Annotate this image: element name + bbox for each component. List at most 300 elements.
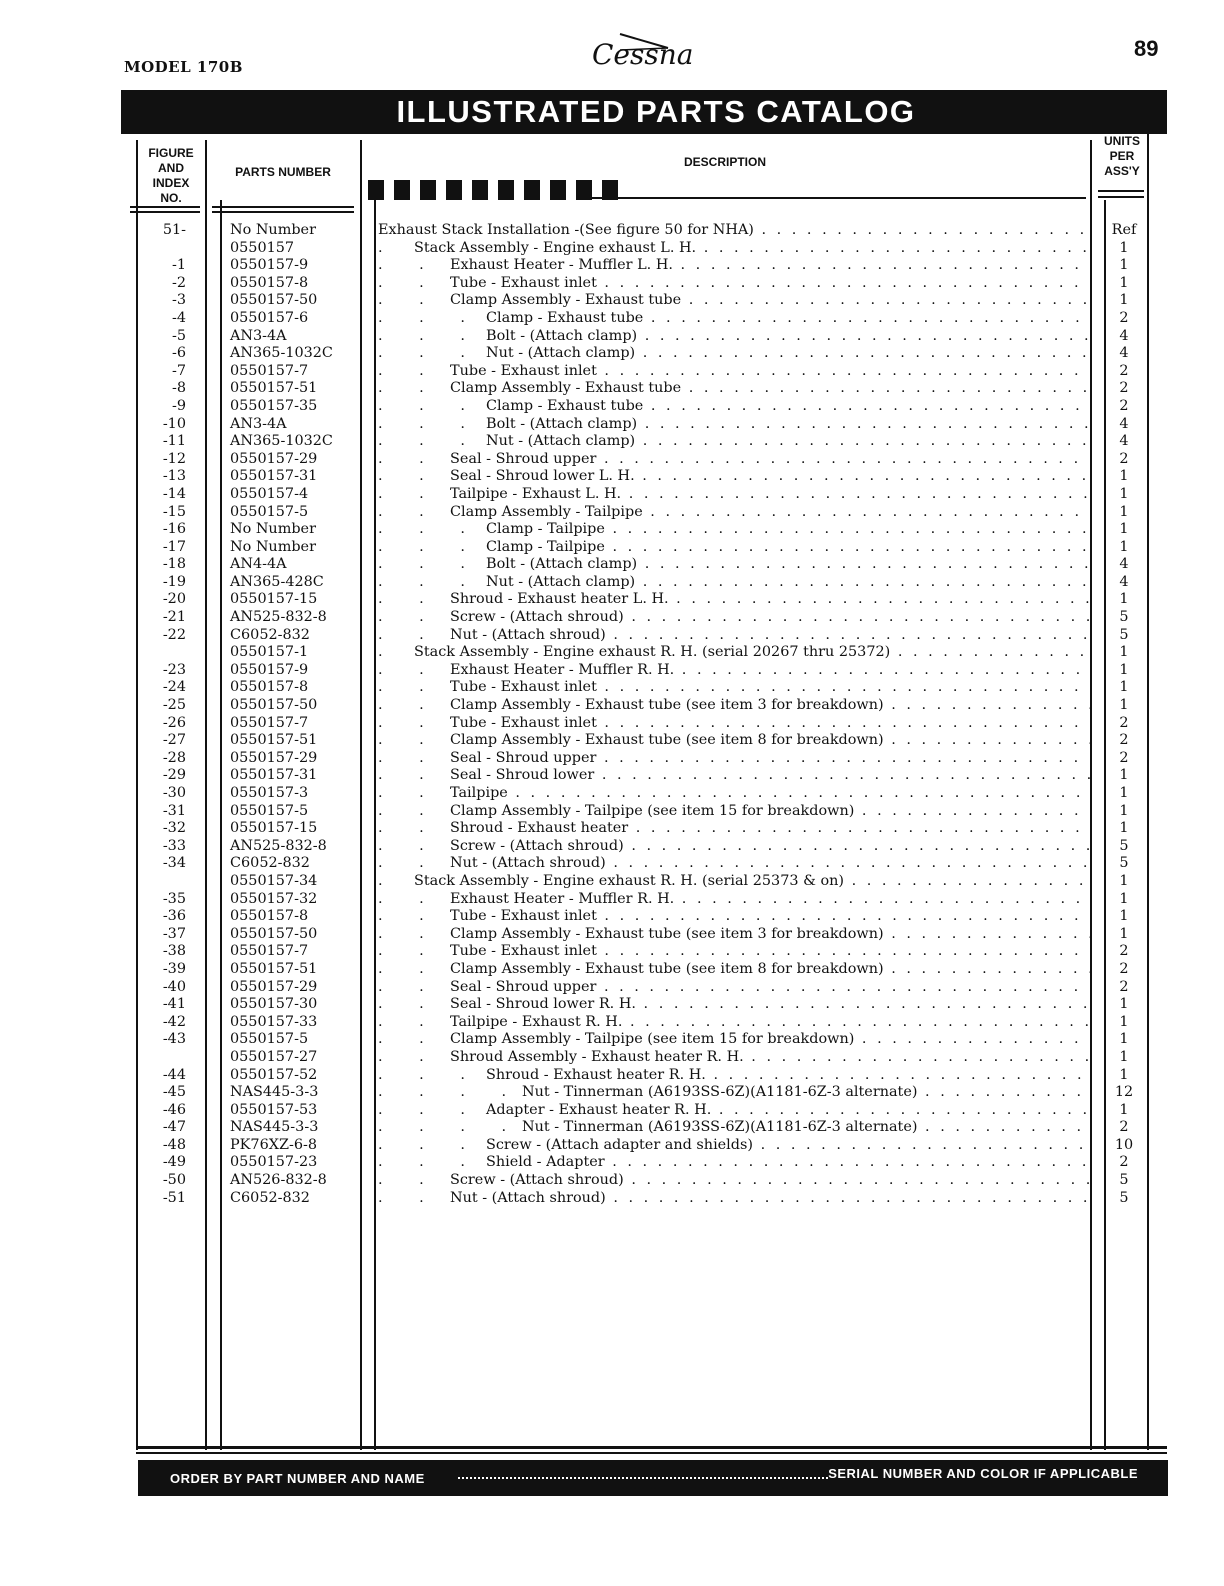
units-cell: 1 [1119, 239, 1129, 256]
table-row [0, 679, 1224, 697]
description-text: Shroud - Exhaust heater R. H. [486, 1066, 706, 1083]
part-number-cell: AN525-832-8 [230, 609, 327, 626]
part-number-cell: 0550157-29 [230, 450, 318, 467]
units-cell: 1 [1119, 257, 1129, 274]
index-cell: -30 [162, 785, 186, 801]
units-cell: 1 [1119, 1101, 1129, 1118]
table-row [0, 1031, 1224, 1049]
part-number-cell: 0550157-8 [230, 274, 309, 291]
table-row [0, 926, 1224, 944]
part-number-cell: AN365-428C [230, 573, 324, 590]
description-text: Clamp - Tailpipe [486, 538, 605, 555]
index-header-line3: INDEX [152, 176, 190, 190]
description-text: Shroud Assembly - Exhaust heater R. H. [450, 1048, 744, 1065]
description-cell [378, 627, 1090, 645]
description-cell [378, 521, 1090, 539]
units-cell: 2 [1119, 714, 1129, 731]
indent-dots: . . [378, 450, 424, 467]
header-rule-part [212, 206, 354, 208]
description-text: Nut - (Attach shroud) [450, 1189, 606, 1206]
index-header-line1: FIGURE [148, 146, 194, 160]
indent-dots: . [378, 239, 383, 256]
table-row [0, 345, 1224, 363]
description-cell [378, 679, 1090, 697]
part-number-cell: 0550157-51 [230, 960, 318, 977]
index-cell: -18 [162, 556, 186, 573]
description-cell [378, 1067, 1090, 1085]
index-cell: -39 [162, 960, 186, 977]
part-number-cell: PK76XZ-6-8 [230, 1136, 318, 1153]
part-number-cell: 0550157-8 [230, 679, 309, 696]
table-row [0, 644, 1224, 662]
units-header-line3: ASS'Y [1104, 164, 1140, 178]
index-cell: -3 [171, 292, 186, 309]
table-row [0, 750, 1224, 768]
part-number-cell: 0550157-7 [230, 714, 309, 731]
part-number-cell: 0550157-29 [230, 978, 318, 995]
indent-dots: . . [378, 697, 424, 714]
indent-dots: . . [378, 1048, 424, 1065]
part-number-cell: C6052-832 [230, 626, 310, 643]
indent-dots: . . [378, 661, 424, 678]
table-row [0, 591, 1224, 609]
description-text: Clamp Assembly - Exhaust tube (see item 8 for breakdown) [450, 960, 884, 977]
part-number-cell: 0550157-31 [230, 767, 318, 784]
header-rule-units [1098, 190, 1144, 192]
part-number-cell: 0550157-5 [230, 1031, 309, 1048]
description-text: Tube - Exhaust inlet [450, 274, 597, 291]
description-cell [378, 486, 1090, 504]
indent-dots: . . . [378, 433, 465, 450]
header-block [420, 180, 436, 200]
part-number-cell: NAS445-3-3 [230, 1119, 319, 1136]
part-number-cell: 0550157-53 [230, 1101, 318, 1118]
description-text: Clamp - Tailpipe [486, 521, 605, 538]
table-row [0, 486, 1224, 504]
part-number-cell: 0550157-50 [230, 697, 318, 714]
indent-dots: . . [378, 468, 424, 485]
description-text: Exhaust Heater - Muffler R. H. [450, 661, 675, 678]
index-cell: -43 [162, 1031, 186, 1048]
part-number-cell: 0550157-9 [230, 661, 309, 678]
indent-dots: . . [378, 960, 424, 977]
units-cell: 1 [1119, 785, 1129, 801]
units-cell: 2 [1119, 1119, 1129, 1136]
table-row [0, 961, 1224, 979]
indent-dots: . . . [378, 1101, 465, 1118]
part-number-cell: 0550157-51 [230, 732, 318, 749]
description-text: Screw - (Attach shroud) [450, 837, 624, 854]
part-number-cell: 0550157-3 [230, 785, 309, 801]
description-cell [378, 820, 1090, 838]
header-block [472, 180, 488, 200]
description-text: Clamp Assembly - Exhaust tube [450, 380, 682, 397]
part-number-cell: AN4-4A [230, 556, 287, 573]
description-text: Clamp - Exhaust tube [486, 309, 644, 326]
description-text: Nut - Tinnerman (A6193SS-6Z)(A1181-6Z-3 alternate) [522, 1119, 918, 1136]
description-text: Bolt - (Attach clamp) [486, 415, 638, 432]
description-cell [378, 1049, 1090, 1067]
description-text: Clamp - Exhaust tube [486, 397, 644, 414]
part-number-cell: 0550157-50 [230, 292, 318, 309]
description-cell [378, 363, 1090, 381]
part-number-cell: No Number [230, 538, 316, 555]
units-cell: 1 [1119, 468, 1129, 485]
index-column-header [136, 146, 206, 206]
indent-dots: . . . [378, 327, 465, 344]
description-cell [378, 275, 1090, 293]
description-text: Clamp Assembly - Exhaust tube [450, 292, 682, 309]
units-cell: 1 [1119, 1066, 1129, 1083]
units-cell: 4 [1119, 327, 1129, 344]
part-number-cell: AN365-1032C [230, 345, 333, 362]
indent-dots: . . . [378, 309, 465, 326]
description-cell [378, 310, 1090, 328]
indent-dots: . . . [378, 345, 465, 362]
indent-dots: . . [378, 820, 424, 837]
part-number-cell: 0550157-15 [230, 820, 318, 837]
header-rule-part-2 [212, 211, 354, 213]
description-text: Exhaust Heater - Muffler L. H. [450, 257, 673, 274]
part-number-cell: 0550157-30 [230, 996, 318, 1013]
units-cell: 5 [1119, 1189, 1129, 1206]
index-cell: -22 [162, 626, 186, 643]
description-cell [378, 1154, 1090, 1172]
indent-dots: . . [378, 1031, 424, 1048]
table-row [0, 292, 1224, 310]
description-cell [378, 1137, 1090, 1155]
description-text: Seal - Shroud lower L. H. [450, 468, 635, 485]
description-text: Exhaust Stack Installation -(See figure 50 for NHA) [378, 222, 754, 238]
indent-dots: . . [378, 292, 424, 309]
header-block [524, 180, 540, 200]
header-block [394, 180, 410, 200]
units-cell: 4 [1119, 573, 1129, 590]
index-cell: -26 [162, 714, 186, 731]
table-row [0, 979, 1224, 997]
description-cell [378, 398, 1090, 416]
table-row [0, 398, 1224, 416]
description-cell [378, 574, 1090, 592]
units-cell: 5 [1119, 837, 1129, 854]
description-cell [378, 345, 1090, 363]
description-text: Stack Assembly - Engine exhaust L. H. [414, 239, 697, 256]
units-cell: 1 [1119, 292, 1129, 309]
units-cell: 1 [1119, 1013, 1129, 1030]
cessna-logo [590, 30, 694, 72]
header-block [498, 180, 514, 200]
indent-dots: . . [378, 855, 424, 872]
units-cell: 1 [1119, 644, 1129, 661]
description-text: Bolt - (Attach clamp) [486, 556, 638, 573]
part-number-cell: 0550157-23 [230, 1154, 318, 1171]
table-row [0, 1137, 1224, 1155]
table-row [0, 468, 1224, 486]
units-cell: 1 [1119, 767, 1129, 784]
indent-dots: . . [378, 679, 424, 696]
description-cell [378, 240, 1090, 258]
indent-dots: . . [378, 978, 424, 995]
part-number-cell: 0550157 [230, 239, 295, 256]
indent-dots: . . [378, 380, 424, 397]
table-row [0, 732, 1224, 750]
description-text: Tube - Exhaust inlet [450, 908, 597, 925]
footer-dotted-leader [458, 1477, 828, 1479]
indent-dots: . . [378, 1189, 424, 1206]
description-text: Tube - Exhaust inlet [450, 679, 597, 696]
description-cell [378, 943, 1090, 961]
description-cell [378, 609, 1090, 627]
description-cell [378, 1014, 1090, 1032]
index-cell: -17 [162, 538, 186, 555]
indent-dots: . . [378, 749, 424, 766]
table-row [0, 767, 1224, 785]
description-text: Tube - Exhaust inlet [450, 362, 597, 379]
index-cell: -51 [162, 1189, 186, 1206]
indent-dots: . . [378, 785, 424, 801]
description-cell [378, 416, 1090, 434]
part-number-cell: 0550157-29 [230, 749, 318, 766]
part-number-cell: AN3-4A [230, 327, 287, 344]
header-rule-units-2 [1098, 196, 1144, 198]
table-row [0, 697, 1224, 715]
indent-dots: . . [378, 943, 424, 960]
part-number-cell: 0550157-7 [230, 943, 309, 960]
table-row [0, 1014, 1224, 1032]
table-row [0, 908, 1224, 926]
description-text: Nut - (Attach shroud) [450, 626, 606, 643]
indent-dots: . . [378, 908, 424, 925]
indent-dots: . . . [378, 415, 465, 432]
description-text: Exhaust Heater - Muffler R. H. [450, 890, 675, 907]
page-number: 89 [1134, 36, 1159, 61]
description-text: Stack Assembly - Engine exhaust R. H. (serial 25373 & on) [414, 872, 845, 889]
indent-dots: . . [378, 626, 424, 643]
description-text: Seal - Shroud lower R. H. [450, 996, 636, 1013]
index-cell: -1 [171, 257, 186, 274]
table-row [0, 1049, 1224, 1067]
indent-dots: . . [378, 732, 424, 749]
units-cell: 1 [1119, 890, 1129, 907]
index-cell: -46 [162, 1101, 186, 1118]
part-number-cell: 0550157-8 [230, 908, 309, 925]
header-rule-index [130, 206, 200, 208]
indent-dots: . . [378, 714, 424, 731]
part-number-cell: 0550157-7 [230, 362, 309, 379]
table-row [0, 873, 1224, 891]
description-text: Clamp Assembly - Exhaust tube (see item 3 for breakdown) [450, 697, 884, 714]
index-cell: -25 [162, 697, 186, 714]
units-cell: 2 [1119, 749, 1129, 766]
index-cell: -38 [162, 943, 186, 960]
table-row [0, 609, 1224, 627]
indent-dots: . . [378, 1013, 424, 1030]
description-cell [378, 715, 1090, 733]
part-number-cell: C6052-832 [230, 855, 310, 872]
description-text: Shield - Adapter [486, 1154, 605, 1171]
description-text: Tube - Exhaust inlet [450, 943, 597, 960]
header-block [368, 180, 384, 200]
indent-dots: . . . [378, 1154, 465, 1171]
part-number-cell: 0550157-6 [230, 309, 309, 326]
table-row [0, 433, 1224, 451]
index-cell: -2 [171, 274, 186, 291]
indent-dots: . . . [378, 397, 465, 414]
description-text: Shroud - Exhaust heater [450, 820, 629, 837]
description-cell [378, 750, 1090, 768]
index-cell: -14 [162, 485, 186, 502]
description-cell [378, 433, 1090, 451]
description-cell [378, 697, 1090, 715]
part-number-cell: 0550157-15 [230, 591, 318, 608]
units-cell: 2 [1119, 450, 1129, 467]
indent-dots: . . . [378, 521, 465, 538]
part-number-cell: 0550157-35 [230, 397, 318, 414]
indent-dots: . . [378, 609, 424, 626]
index-header-line4: NO. [160, 191, 182, 205]
part-number-cell: 0550157-33 [230, 1013, 318, 1030]
description-cell [378, 785, 1090, 803]
units-cell: 1 [1119, 661, 1129, 678]
units-cell: 4 [1119, 433, 1129, 450]
description-cell [378, 257, 1090, 275]
part-number-cell: No Number [230, 521, 316, 538]
index-cell: -16 [162, 521, 186, 538]
indent-dots: . . . [378, 573, 465, 590]
description-text: Seal - Shroud upper [450, 978, 597, 995]
description-text: Shroud - Exhaust heater L. H. [450, 591, 669, 608]
index-cell: -7 [171, 362, 186, 379]
index-cell: -41 [162, 996, 186, 1013]
indent-dots: . [378, 644, 383, 661]
description-text: Seal - Shroud upper [450, 450, 597, 467]
table-row [0, 504, 1224, 522]
footer-order-note: ORDER BY PART NUMBER AND NAME [170, 1471, 425, 1486]
indent-dots: . [378, 872, 383, 889]
description-cell [378, 556, 1090, 574]
units-cell: 2 [1119, 362, 1129, 379]
units-cell: Ref [1111, 222, 1137, 238]
index-cell: -35 [162, 890, 186, 907]
description-text: Screw - (Attach adapter and shields) [486, 1136, 753, 1153]
index-cell: -20 [162, 591, 186, 608]
index-cell: -12 [162, 450, 186, 467]
description-text: Tailpipe [450, 785, 508, 801]
part-number-cell: 0550157-1 [230, 644, 309, 661]
units-cell: 2 [1119, 1154, 1129, 1171]
table-row [0, 1067, 1224, 1085]
description-text: Clamp Assembly - Tailpipe (see item 15 for breakdown) [450, 802, 855, 819]
table-row [0, 539, 1224, 557]
index-cell: -49 [162, 1154, 186, 1171]
part-number-cell: 0550157-52 [230, 1066, 318, 1083]
description-cell [378, 539, 1090, 557]
index-cell: -31 [162, 802, 186, 819]
units-cell: 5 [1119, 855, 1129, 872]
description-text: Screw - (Attach shroud) [450, 609, 624, 626]
indent-dots: . . . [378, 538, 465, 555]
index-cell: -21 [162, 609, 186, 626]
part-number-cell: 0550157-50 [230, 925, 318, 942]
footer-banner [138, 1460, 1168, 1496]
description-cell [378, 803, 1090, 821]
description-cell [378, 891, 1090, 909]
indent-dots: . . [378, 503, 424, 520]
units-cell: 10 [1114, 1136, 1134, 1153]
units-cell: 1 [1119, 538, 1129, 555]
table-row [0, 891, 1224, 909]
table-row [0, 996, 1224, 1014]
description-text: Nut - (Attach clamp) [486, 573, 636, 590]
units-column-header [1094, 134, 1150, 179]
description-cell [378, 873, 1090, 891]
units-cell: 2 [1119, 380, 1129, 397]
model-label: MODEL 170B [124, 58, 243, 76]
part-number-cell: NAS445-3-3 [230, 1084, 319, 1101]
part-number-cell: No Number [230, 222, 316, 238]
units-cell: 5 [1119, 626, 1129, 643]
units-cell: 12 [1114, 1084, 1134, 1101]
table-row [0, 1084, 1224, 1102]
description-text: Adapter - Exhaust heater R. H. [486, 1101, 712, 1118]
part-number-cell: 0550157-9 [230, 257, 309, 274]
description-cell [378, 1172, 1090, 1190]
units-cell: 2 [1119, 309, 1129, 326]
part-number-cell: AN526-832-8 [230, 1172, 327, 1189]
index-cell: -5 [171, 327, 186, 344]
units-cell: 2 [1119, 397, 1129, 414]
table-row [0, 1102, 1224, 1120]
description-text: Stack Assembly - Engine exhaust R. H. (serial 20267 thru 25372) [414, 644, 891, 661]
description-text: Nut - Tinnerman (A6193SS-6Z)(A1181-6Z-3 alternate) [522, 1084, 918, 1101]
table-row [0, 1190, 1224, 1208]
indent-dots: . . . [378, 1136, 465, 1153]
description-cell [378, 767, 1090, 785]
part-number-cell: 0550157-5 [230, 802, 309, 819]
description-cell [378, 591, 1090, 609]
table-row [0, 855, 1224, 873]
description-text: Bolt - (Attach clamp) [486, 327, 638, 344]
table-row [0, 257, 1224, 275]
catalog-title: ILLUSTRATED PARTS CATALOG [396, 94, 916, 129]
description-text: Seal - Shroud upper [450, 749, 597, 766]
part-number-cell: C6052-832 [230, 1189, 310, 1206]
index-header-line2: AND [158, 161, 184, 175]
description-text: Clamp Assembly - Tailpipe [450, 503, 643, 520]
indent-dots: . . [378, 274, 424, 291]
index-cell: -10 [162, 415, 186, 432]
index-cell: -33 [162, 837, 186, 854]
index-cell: -34 [162, 855, 186, 872]
units-cell: 1 [1119, 274, 1129, 291]
index-cell: -50 [162, 1172, 186, 1189]
description-text: Nut - (Attach shroud) [450, 855, 606, 872]
part-number-cell: 0550157-31 [230, 468, 318, 485]
description-text: Seal - Shroud lower [450, 767, 595, 784]
description-cell [378, 979, 1090, 997]
index-cell: -45 [162, 1084, 186, 1101]
description-cell [378, 662, 1090, 680]
units-cell: 2 [1119, 943, 1129, 960]
table-row [0, 451, 1224, 469]
units-cell: 2 [1119, 732, 1129, 749]
units-cell: 1 [1119, 925, 1129, 942]
catalog-title-banner [121, 90, 1167, 134]
indent-dots: . . . [378, 556, 465, 573]
description-cell [378, 328, 1090, 346]
units-cell: 5 [1119, 1172, 1129, 1189]
units-cell: 1 [1119, 679, 1129, 696]
